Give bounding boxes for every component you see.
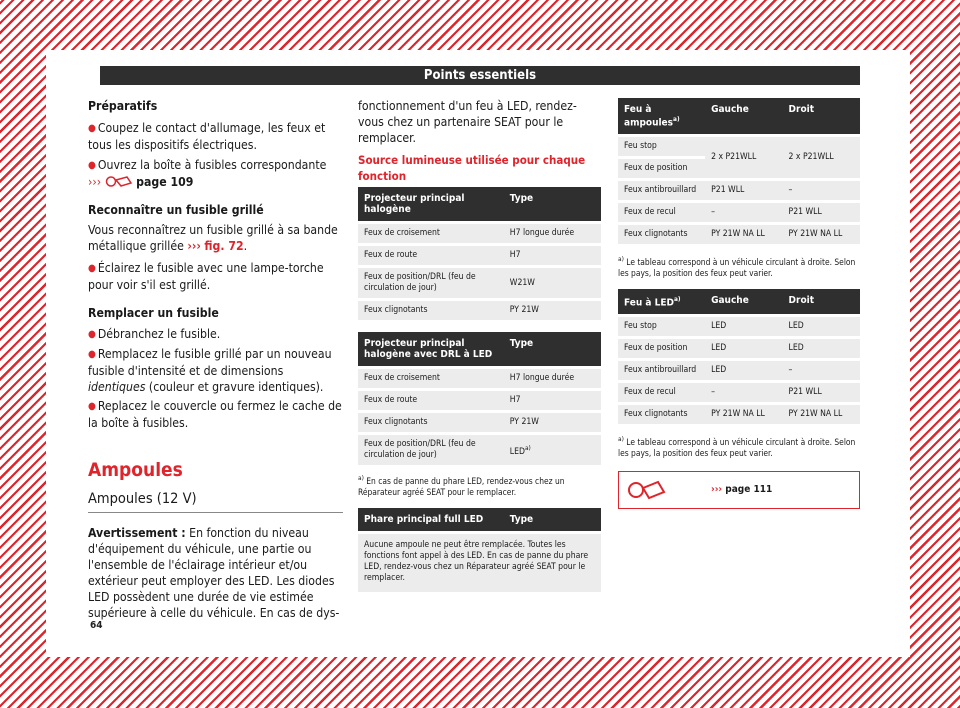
table-halogen-drl — [358, 332, 601, 465]
table-header: Phare principal full LED — [358, 508, 504, 533]
bullet-icon: ● — [88, 123, 96, 134]
table-row: Feux de position — [618, 158, 860, 180]
replace-item-3: ● Replacez le couvercle ou fermez le cache de la boîte à fusibles. — [88, 399, 342, 430]
table-row: Feux de route H7 — [358, 390, 601, 412]
table-header: Projecteur principal halogène avec DRL à LED — [358, 332, 504, 368]
table-row: Feu stop 2 x P21WLL 2 x P21WLL — [618, 136, 860, 158]
footnote-led-table: $^{a)}$ Le tableau correspond à un véhicule circulant à droite. Selon les pays, la position des feux peut varier. — [618, 435, 856, 459]
table-row: Feux antibrouillard P21 WLL – — [618, 180, 860, 202]
table-row: Feux de recul – P21 WLL — [618, 202, 860, 224]
table-led-lights — [618, 289, 860, 424]
continued-text: fonctionnement d'un feu à LED, rendez-vous chez un partenaire SEAT pour le remplacer. — [358, 99, 577, 145]
table-row: Feux de route H7 — [358, 245, 601, 267]
fuse-tool-icon — [105, 175, 133, 188]
bullet-icon: ● — [88, 349, 96, 360]
reference-link[interactable]: ››› page 111 — [711, 484, 773, 496]
section-title: Ampoules — [88, 459, 183, 481]
table-row: Feux de croisement H7 longue durée — [358, 223, 601, 245]
footnote-led: $^{a)}$ En cas de panne du phare LED, rendez-vous chez un Réparateur agréé SEAT pour le remplacer. — [358, 474, 565, 497]
prep-title: Préparatifs — [88, 99, 158, 113]
footnote-bulb: $^{a)}$ Le tableau correspond à un véhicule circulant à droite. Selon les pays, la position des feux peut varier. — [618, 255, 856, 279]
replace-title: Remplacer un fusible — [88, 306, 219, 320]
table-row: Feux de recul – P21 WLL — [618, 382, 860, 404]
table-row: Feux de position/DRL (feu de circulation de jour) W21W — [358, 267, 601, 300]
table-header: Feu à LED$^{a)}$ — [618, 289, 705, 316]
table-full-led — [358, 508, 601, 592]
fuse-tool-icon — [627, 478, 667, 502]
table-header: Type — [504, 508, 601, 533]
table-header: Type — [504, 187, 601, 223]
page-number: 64 — [90, 620, 103, 631]
source-heading: Source lumineuse utilisée pour chaque fonction — [358, 153, 586, 183]
prep-item-2: ● Ouvrez la boîte à fusibles correspondante ››› page 109 — [88, 158, 327, 189]
recog-title: Reconnaître un fusible grillé — [88, 203, 264, 217]
table-header: Gauche — [705, 98, 782, 136]
replace-item-1: ● Débranchez le fusible. — [88, 327, 221, 341]
replace-item-2: ● Remplacez le fusible grillé par un nouveau fusible d'intensité et de dimensions identiques (couleur et gravure identiques). — [88, 347, 332, 394]
subsection-title: Ampoules (12 V) — [88, 491, 197, 507]
table-row: Feux de croisement H7 longue durée — [358, 368, 601, 390]
warning-text: Avertissement : En fonction du niveau d'équipement du véhicule, une partie ou l'ensemble de l'éclairage intérieur et/ou extérieur peut employer des LED. Les diodes LED possèdent une durée de vie estimée supérieure à celle du véhicule. En cas de dys- — [88, 526, 340, 620]
table-header: Projecteur principal halogène — [358, 187, 504, 223]
table-row: Feux clignotants PY 21W NA LL PY 21W NA LL — [618, 404, 860, 425]
subsection-rule — [88, 512, 343, 513]
table-halogen — [358, 187, 601, 320]
prep-page-link[interactable]: page 109 — [136, 175, 194, 189]
table-row: Feux clignotants PY 21W — [358, 412, 601, 434]
bullet-icon: ● — [88, 401, 96, 412]
arrow-icon: ››› — [88, 175, 102, 189]
bullet-icon: ● — [88, 263, 96, 274]
table-header: Gauche — [705, 289, 782, 316]
column-right — [618, 98, 860, 509]
table-header: Feu à ampoules$^{a)}$ — [618, 98, 705, 136]
table-bulb-lights — [618, 98, 860, 244]
recog-text: Vous reconnaîtrez un fusible grillé à sa bande métallique grillée ››› fig. 72. — [88, 223, 338, 253]
table-header: Droit — [783, 98, 860, 136]
table-row: Feux antibrouillard LED – — [618, 360, 860, 382]
table-header: Droit — [783, 289, 860, 316]
prep-item-1: ● Coupez le contact d'allumage, les feux et tous les dispositifs électriques. — [88, 121, 326, 152]
page-header: Points essentiels — [100, 66, 860, 85]
reference-box — [618, 471, 860, 509]
bullet-icon: ● — [88, 329, 96, 340]
table-row: Feux de position/DRL (feu de circulation de jour) LED$^{a)}$ — [358, 434, 601, 466]
column-middle — [358, 98, 601, 592]
recog-bullet: ● Éclairez le fusible avec une lampe-torche pour voir s'il est grillé. — [88, 261, 324, 292]
table-row: Feux clignotants PY 21W NA LL PY 21W NA LL — [618, 224, 860, 245]
fig-link[interactable]: fig. 72 — [204, 239, 244, 253]
table-row: Feux de position LED LED — [618, 338, 860, 360]
column-left — [88, 98, 343, 621]
table-row: Feu stop LED LED — [618, 316, 860, 338]
table-row: Aucune ampoule ne peut être remplacée. Toutes les fonctions font appel à des LED. En cas de panne du phare LED, rendez-vous chez un Réparateur agréé SEAT pour le remplacer. — [358, 532, 601, 592]
table-row: Feux clignotants PY 21W — [358, 300, 601, 321]
bullet-icon: ● — [88, 160, 96, 171]
table-header: Type — [504, 332, 601, 368]
